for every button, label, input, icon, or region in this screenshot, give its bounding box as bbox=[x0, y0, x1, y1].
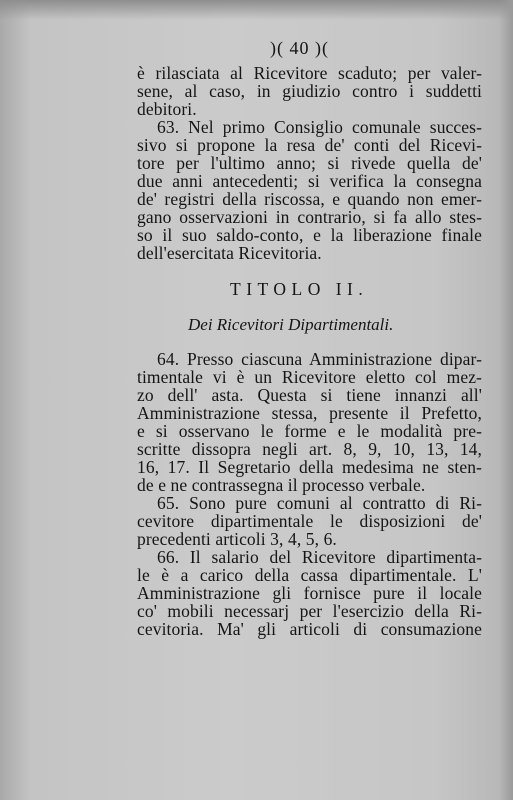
body-line: due anni antecedenti; si verifica la consegna bbox=[137, 171, 482, 191]
page-top-shadow bbox=[0, 0, 513, 20]
body-line: Amministrazione stessa, presente il Prefetto, bbox=[137, 403, 482, 423]
body-line: gano osservazioni in contrario, si fa allo stes- bbox=[137, 207, 482, 227]
body-line: co' mobili necessarj per l'esercizio della Ri- bbox=[137, 601, 482, 621]
body-line: de e ne contrassegna il processo verbale. bbox=[137, 475, 426, 495]
body-line: precedenti articoli 3, 4, 5, 6. bbox=[137, 529, 337, 549]
body-line: tore per l'ultimo anno; si rivede quella de' bbox=[137, 153, 482, 173]
body-line: de' registri della riscossa, e quando non emer- bbox=[137, 189, 482, 209]
body-line: sene, al caso, in giudizio contro i suddetti bbox=[137, 81, 482, 101]
article-66-first-line: 66. Il salario del Ricevitore dipartimenta- bbox=[157, 547, 482, 567]
page-right-shadow bbox=[499, 0, 513, 800]
body-line: e si osservano le forme e le modalità pre- bbox=[137, 421, 482, 441]
article-63-first-line: 63. Nel primo Consiglio comunale succes- bbox=[157, 117, 482, 137]
body-line: è rilasciata al Ricevitore scaduto; per valer- bbox=[137, 63, 482, 83]
body-line: so il suo saldo-conto, e la liberazione finale bbox=[137, 225, 482, 245]
body-line: sivo si propone la resa de' conti del Ricevi- bbox=[137, 135, 482, 155]
body-line: le è a carico della cassa dipartimentale. L' bbox=[137, 565, 482, 585]
article-64-first-line: 64. Presso ciascuna Amministrazione dipar- bbox=[157, 349, 482, 369]
section-subtitle: Dei Ricevitori Dipartimentali. bbox=[188, 315, 394, 334]
article-65-first-line: 65. Sono pure comuni al contratto di Ri- bbox=[157, 493, 482, 513]
body-line: 16, 17. Il Segretario della medesima ne sten- bbox=[137, 457, 482, 477]
body-line: cevitore dipartimentale le disposizioni de' bbox=[137, 511, 482, 531]
section-title: TITOLO II. bbox=[230, 279, 369, 299]
body-line: timentale vi è un Ricevitore eletto col mez- bbox=[137, 367, 482, 387]
page-number: )( 40 )( bbox=[270, 38, 329, 58]
body-line: zo dell' asta. Questa si tiene innanzi all' bbox=[137, 385, 482, 405]
body-line: scritte dissopra negli art. 8, 9, 10, 13, 14, bbox=[137, 439, 482, 459]
body-line: dell'esercitata Ricevitoria. bbox=[137, 243, 322, 263]
body-line: cevitoria. Ma' gli articoli di consumazione bbox=[137, 619, 482, 639]
body-line: debitori. bbox=[137, 99, 197, 119]
body-line: Amministrazione gli fornisce pure il locale bbox=[137, 583, 482, 603]
